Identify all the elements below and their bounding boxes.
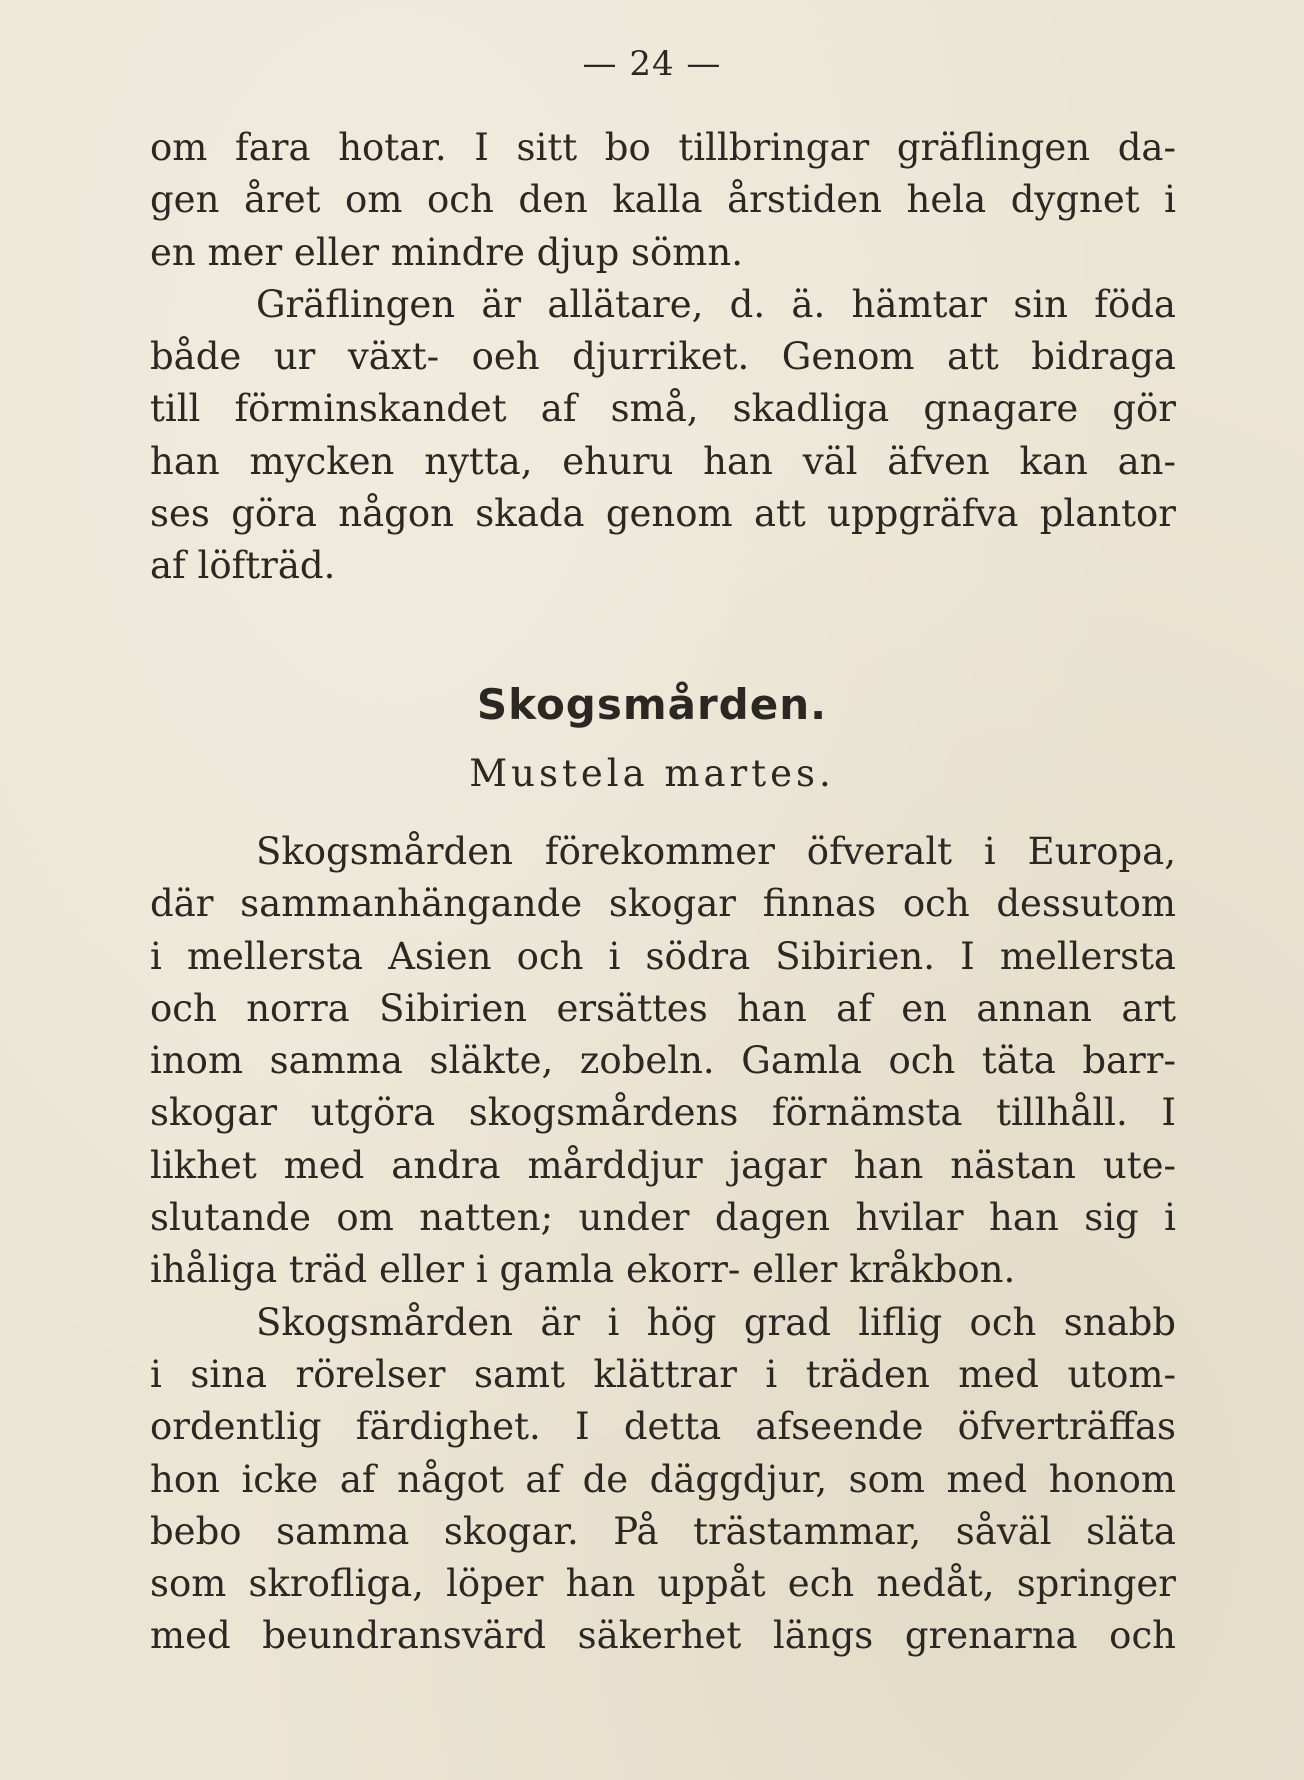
text-line: Skogsmården är i hög grad liflig och snabb bbox=[256, 1300, 1176, 1344]
page-number: — 24 — bbox=[582, 44, 722, 84]
text-section-gräflingen bbox=[150, 122, 1176, 593]
text-line: ordentlig färdighet. I detta afseende öfverträffas bbox=[150, 1405, 1176, 1449]
text-line: hon icke af något af de däggdjur, som med honom bbox=[150, 1457, 1176, 1501]
text-line: med beundransvärd säkerhet längs grenarna och bbox=[150, 1614, 1176, 1658]
text-line: skogar utgöra skogsmårdens förnämsta tillhåll. I bbox=[150, 1091, 1176, 1135]
text-line: Skogsmården förekommer öfveralt i Europa, bbox=[256, 830, 1176, 873]
text-line: till förminskandet af små, skadliga gnagare gör bbox=[150, 387, 1176, 431]
text-line: och norra Sibirien ersättes han af en annan art bbox=[150, 986, 1176, 1030]
text-line: gen året om och den kalla årstiden hela dygnet i bbox=[150, 178, 1176, 222]
text-line: som skrofliga, löper han uppåt ech nedåt, springer bbox=[150, 1562, 1176, 1606]
text-line: slutande om natten; under dagen hvilar han sig i bbox=[150, 1196, 1176, 1240]
text-section-skogsmården bbox=[150, 826, 1176, 1663]
text-line: Gräflingen är allätare, d. ä. hämtar sin föda bbox=[256, 282, 1176, 326]
text-line: inom samma släkte, zobeln. Gamla och täta barr- bbox=[150, 1039, 1176, 1083]
text-line: i mellersta Asien och i södra Sibirien. I mellersta bbox=[150, 934, 1176, 978]
text-line: han mycken nytta, ehuru han väl äfven kan an- bbox=[150, 439, 1176, 483]
text-line: där sammanhängande skogar finnas och dessutom bbox=[150, 882, 1176, 926]
text-line: ses göra någon skada genom att uppgräfva plantor bbox=[150, 492, 1176, 536]
text-line: både ur växt- oeh djurriket. Genom att bidraga bbox=[150, 335, 1176, 379]
text-line: ihåliga träd eller i gamla ekorr- eller kråkbon. bbox=[150, 1248, 1016, 1292]
text-line: en mer eller mindre djup sömn. bbox=[150, 230, 743, 274]
latin-species-name: Mustela martes. bbox=[469, 752, 835, 795]
text-line: om fara hotar. I sitt bo tillbringar gräflingen da- bbox=[150, 126, 1176, 169]
text-line: af löfträd. bbox=[150, 544, 336, 588]
section-heading: Skogsmården. bbox=[476, 680, 828, 729]
text-line: i sina rörelser samt klättrar i träden med utom- bbox=[150, 1352, 1176, 1396]
text-line: bebo samma skogar. På trästammar, såväl släta bbox=[150, 1509, 1176, 1553]
text-line: likhet med andra mårddjur jagar han nästan ute- bbox=[150, 1143, 1176, 1187]
